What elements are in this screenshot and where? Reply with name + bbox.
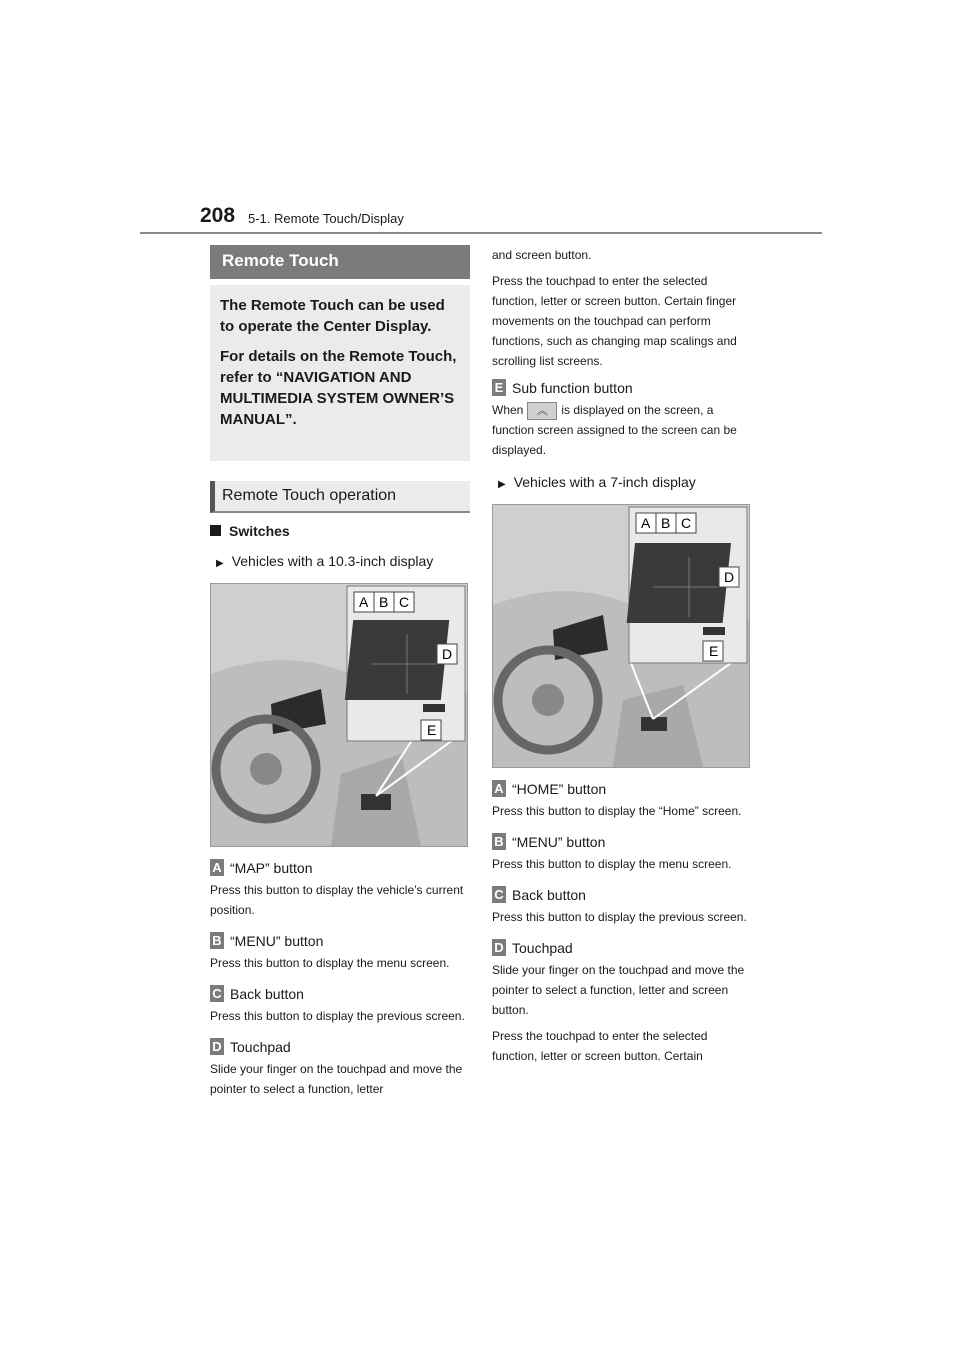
- item-title: Back button: [230, 985, 304, 1002]
- vehicle-7-heading: [492, 474, 748, 490]
- badge-e: E: [492, 379, 506, 396]
- figure-label-d: D: [442, 646, 453, 662]
- badge-c: C: [492, 886, 506, 903]
- right-item-e: [492, 379, 748, 460]
- figure-label-c: C: [681, 515, 692, 531]
- figure-10-inch: [210, 583, 468, 847]
- item-description: Press this button to display the vehicle’s current position.: [210, 883, 464, 917]
- intro-box: [210, 285, 470, 461]
- item-description: Press this button to display the previous screen.: [492, 910, 747, 924]
- operation-title: Remote Touch operation: [210, 481, 470, 513]
- left-item-b: [210, 932, 470, 973]
- badge-a: A: [492, 780, 506, 797]
- left-item-c: [210, 985, 470, 1026]
- interior-illustration: [211, 584, 467, 846]
- figure-label-b: B: [661, 515, 671, 531]
- vehicle-7-label: Vehicles with a 7-inch display: [513, 474, 696, 490]
- item-description: Press this button to display the previous screen.: [210, 1009, 465, 1023]
- press-touchpad-text: Press the touchpad to enter the selected function, letter or screen button. Certain finger movements on the touchpad can perform functions, such as changing map scalings and scrolling list screens.: [492, 274, 737, 368]
- item-title: “HOME” button: [512, 780, 607, 797]
- header-rule: [140, 232, 822, 234]
- arrow-bullet-icon: ▶: [216, 558, 224, 569]
- right-item-b: [492, 833, 748, 874]
- badge-b: B: [492, 833, 506, 850]
- item-description: Slide your finger on the touchpad and move the pointer to select a function, letter: [210, 1062, 463, 1096]
- continued-text: and screen button.: [492, 248, 592, 262]
- left-item-d: [210, 1038, 470, 1099]
- figure-label-b: B: [379, 594, 389, 610]
- interior-illustration: [493, 505, 749, 767]
- left-item-a: [210, 859, 470, 920]
- vehicle-10-label: Vehicles with a 10.3-inch display: [231, 553, 434, 569]
- e-desc-after: is displayed on the screen, a function screen assigned to the screen can be displayed.: [492, 403, 737, 457]
- item-title: Touchpad: [230, 1038, 291, 1055]
- badge-a: A: [210, 859, 224, 876]
- figure-label-a: A: [359, 594, 369, 610]
- badge-b: B: [210, 932, 224, 949]
- item-description: [492, 400, 748, 460]
- right-item-c: [492, 886, 748, 927]
- item-title: “MENU” button: [230, 932, 324, 949]
- section-title: 5-1. Remote Touch/Display: [248, 211, 404, 226]
- badge-d: D: [492, 939, 506, 956]
- right-item-a: [492, 780, 748, 821]
- item-title: Back button: [512, 886, 586, 903]
- figure-label-d: D: [724, 569, 735, 585]
- switches-label: Switches: [229, 523, 290, 539]
- bottom-press-text: Press the touchpad to enter the selected function, letter or screen button. Certain: [492, 1029, 708, 1063]
- square-bullet-icon: [210, 525, 221, 536]
- item-title: Sub function button: [512, 379, 633, 396]
- right-item-d: [492, 939, 748, 1020]
- page-number: 208: [200, 204, 236, 227]
- arrow-bullet-icon: ▶: [498, 479, 506, 490]
- item-description: Press this button to display the “Home” screen.: [492, 804, 742, 818]
- item-title: “MAP” button: [230, 859, 313, 876]
- e-desc-before: When: [492, 403, 524, 417]
- figure-label-e: E: [709, 643, 719, 659]
- figure-label-e: E: [427, 722, 437, 738]
- figure-label-c: C: [399, 594, 410, 610]
- vehicle-10-heading: [210, 553, 470, 569]
- figure-label-a: A: [641, 515, 651, 531]
- remote-touch-title: Remote Touch: [210, 245, 470, 279]
- item-title: Touchpad: [512, 939, 573, 956]
- item-description: Slide your finger on the touchpad and move the pointer to select a function, letter and screen button.: [492, 963, 745, 1017]
- intro-paragraph-1: The Remote Touch can be used to operate the Center Display.: [220, 297, 445, 335]
- badge-d: D: [210, 1038, 224, 1055]
- item-description: Press this button to display the menu screen.: [492, 857, 732, 871]
- badge-c: C: [210, 985, 224, 1002]
- right-column: [492, 245, 748, 1072]
- left-column: [210, 245, 470, 1099]
- figure-7-inch: [492, 504, 750, 768]
- intro-paragraph-2: For details on the Remote Touch, refer to “NAVIGATION AND MULTIMEDIA SYSTEM OWNER’S MANUAL”.: [220, 348, 457, 428]
- item-title: “MENU” button: [512, 833, 606, 850]
- item-description: Press this button to display the menu screen.: [210, 956, 450, 970]
- switches-heading: [210, 523, 470, 539]
- double-chevron-up-icon: ︽: [527, 402, 557, 420]
